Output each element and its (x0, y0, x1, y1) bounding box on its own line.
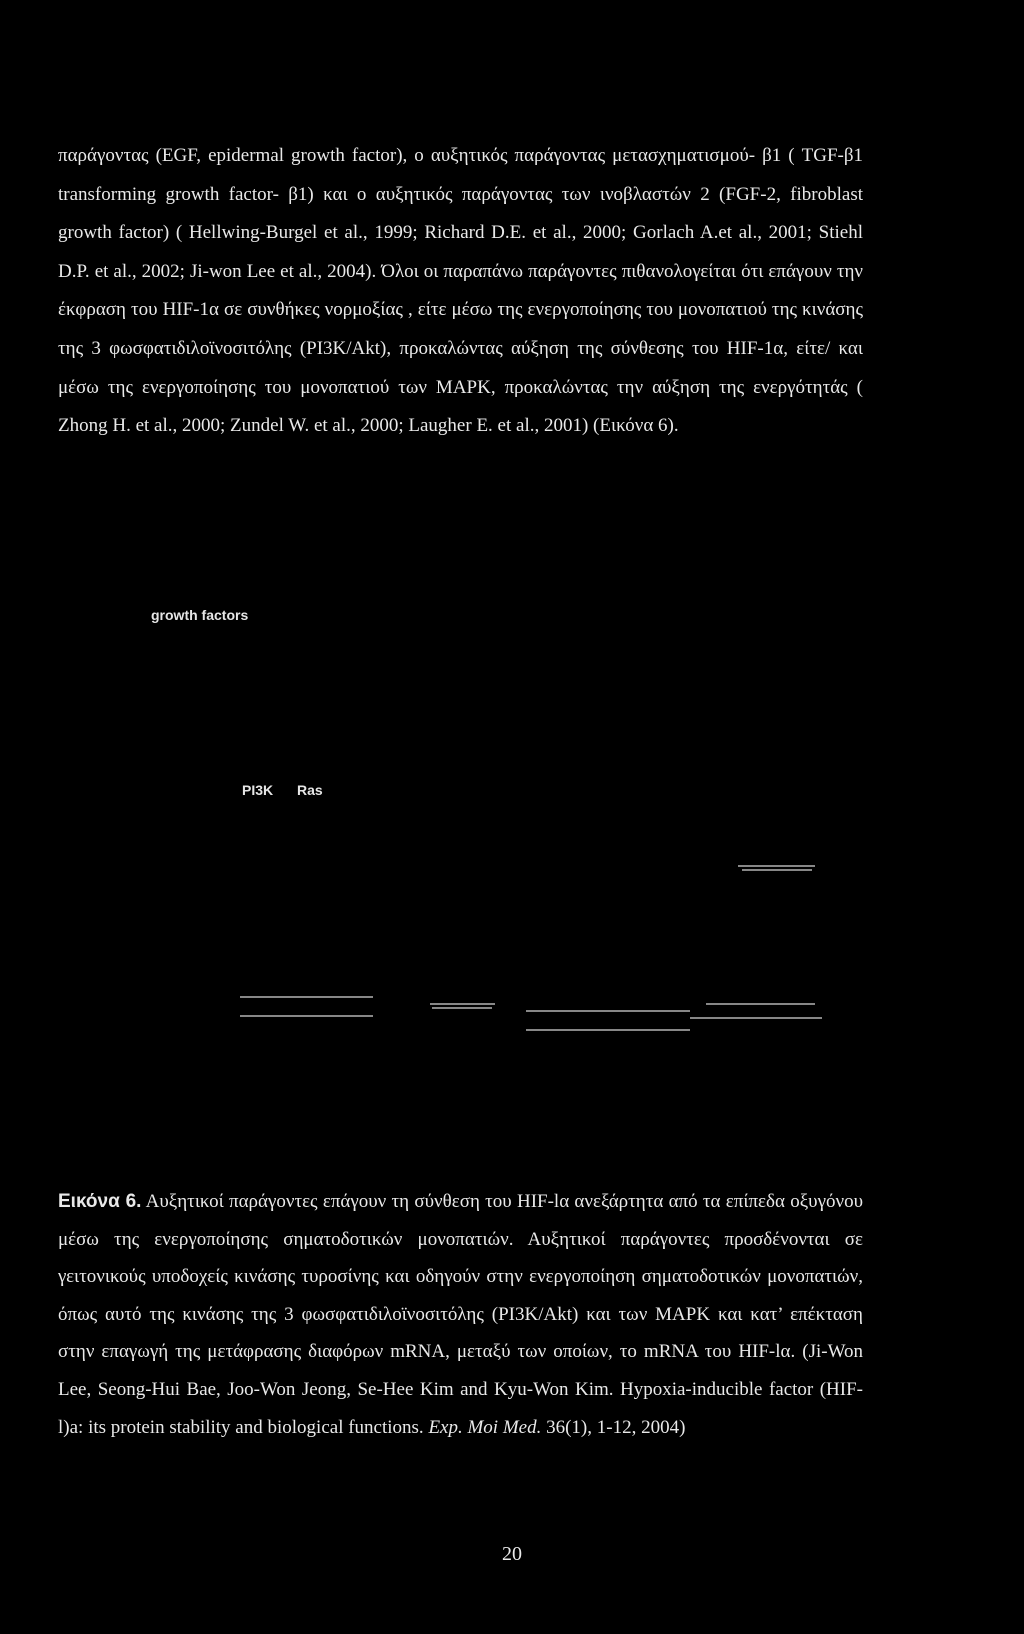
figure-caption (58, 1183, 863, 1446)
page-number: 20 (502, 1543, 522, 1565)
caption-journal: Exp. Moi Med. (428, 1416, 542, 1438)
figure-label-pi3k: PI3K (242, 782, 274, 798)
body-paragraph: παράγοντας (EGF, epidermal growth factor), ο αυξητικός παράγοντας μετασχηματισμού- β1 ( TGF-β1 transforming growth factor- β1) και ο αυξητικός παράγοντας των ινοβλαστών 2 (FGF-2, fibroblast growth factor) ( Hellwing-Burgel et al., 1999; Richard D.E. et al., 2000; Gorlach A.et al., 2001; Stiehl D.P. et al., 2002; Ji-won Lee et al., 2004). Όλοι οι παραπάνω παράγοντες πιθανολογείται ότι επάγουν την έκφραση του HIF-1α σε συνθήκες νορμοξίας , είτε μέσω της ενεργοποίησης του μονοπατιού της κινάσης της 3 φωσφατιδιλοϊνοσιτόλης (PI3K/Akt), προκαλώντας αύξηση της σύνθεσης του HIF-1α, είτε/ και μέσω της ενεργοποίησης του μονοπατιού των MAPK, προκαλώντας την αύξηση της ενεργότητάς ( Zhong H. et al., 2000; Zundel W. et al., 2000; Laugher E. et al., 2001) (Εικόνα 6). (58, 145, 863, 437)
caption-tail: 36(1), 1-12, 2004) (541, 1416, 686, 1438)
figure-label-growth-factors: growth factors (151, 607, 249, 623)
caption-text: Αυξητικοί παράγοντες επάγουν τη σύνθεση του HIF-lα ανεξάρτητα από τα επίπεδα οξυγόνου μέσω της ενεργοποίησης σηματοδοτικών μονοπατιών. Αυξητικοί παράγοντες προσδένονται σε γειτονικούς υποδοχείς κινάσης τυροσίνης και οδηγούν στην ενεργοποίηση σηματοδοτικών μονοπατιών, όπως αυτό της κινάσης της 3 φωσφατιδιλοϊνοσιτόλης (PI3K/Akt) και των MAPK και κατ’ επέκταση στην επαγωγή της μετάφρασης διαφόρων mRNA, μεταξύ των οποίων, το mRNA του HIF-lα. (Ji-Won Lee, Seong-Hui Bae, Joo-Won Jeong, Se-Hee Kim and Kyu-Won Kim. Hypoxia-inducible factor (HIF-l)a: its protein stability and biological functions. (58, 1191, 863, 1438)
figure-label-ras: Ras (297, 782, 323, 798)
caption-heading: Εικόνα 6. (58, 1191, 142, 1212)
